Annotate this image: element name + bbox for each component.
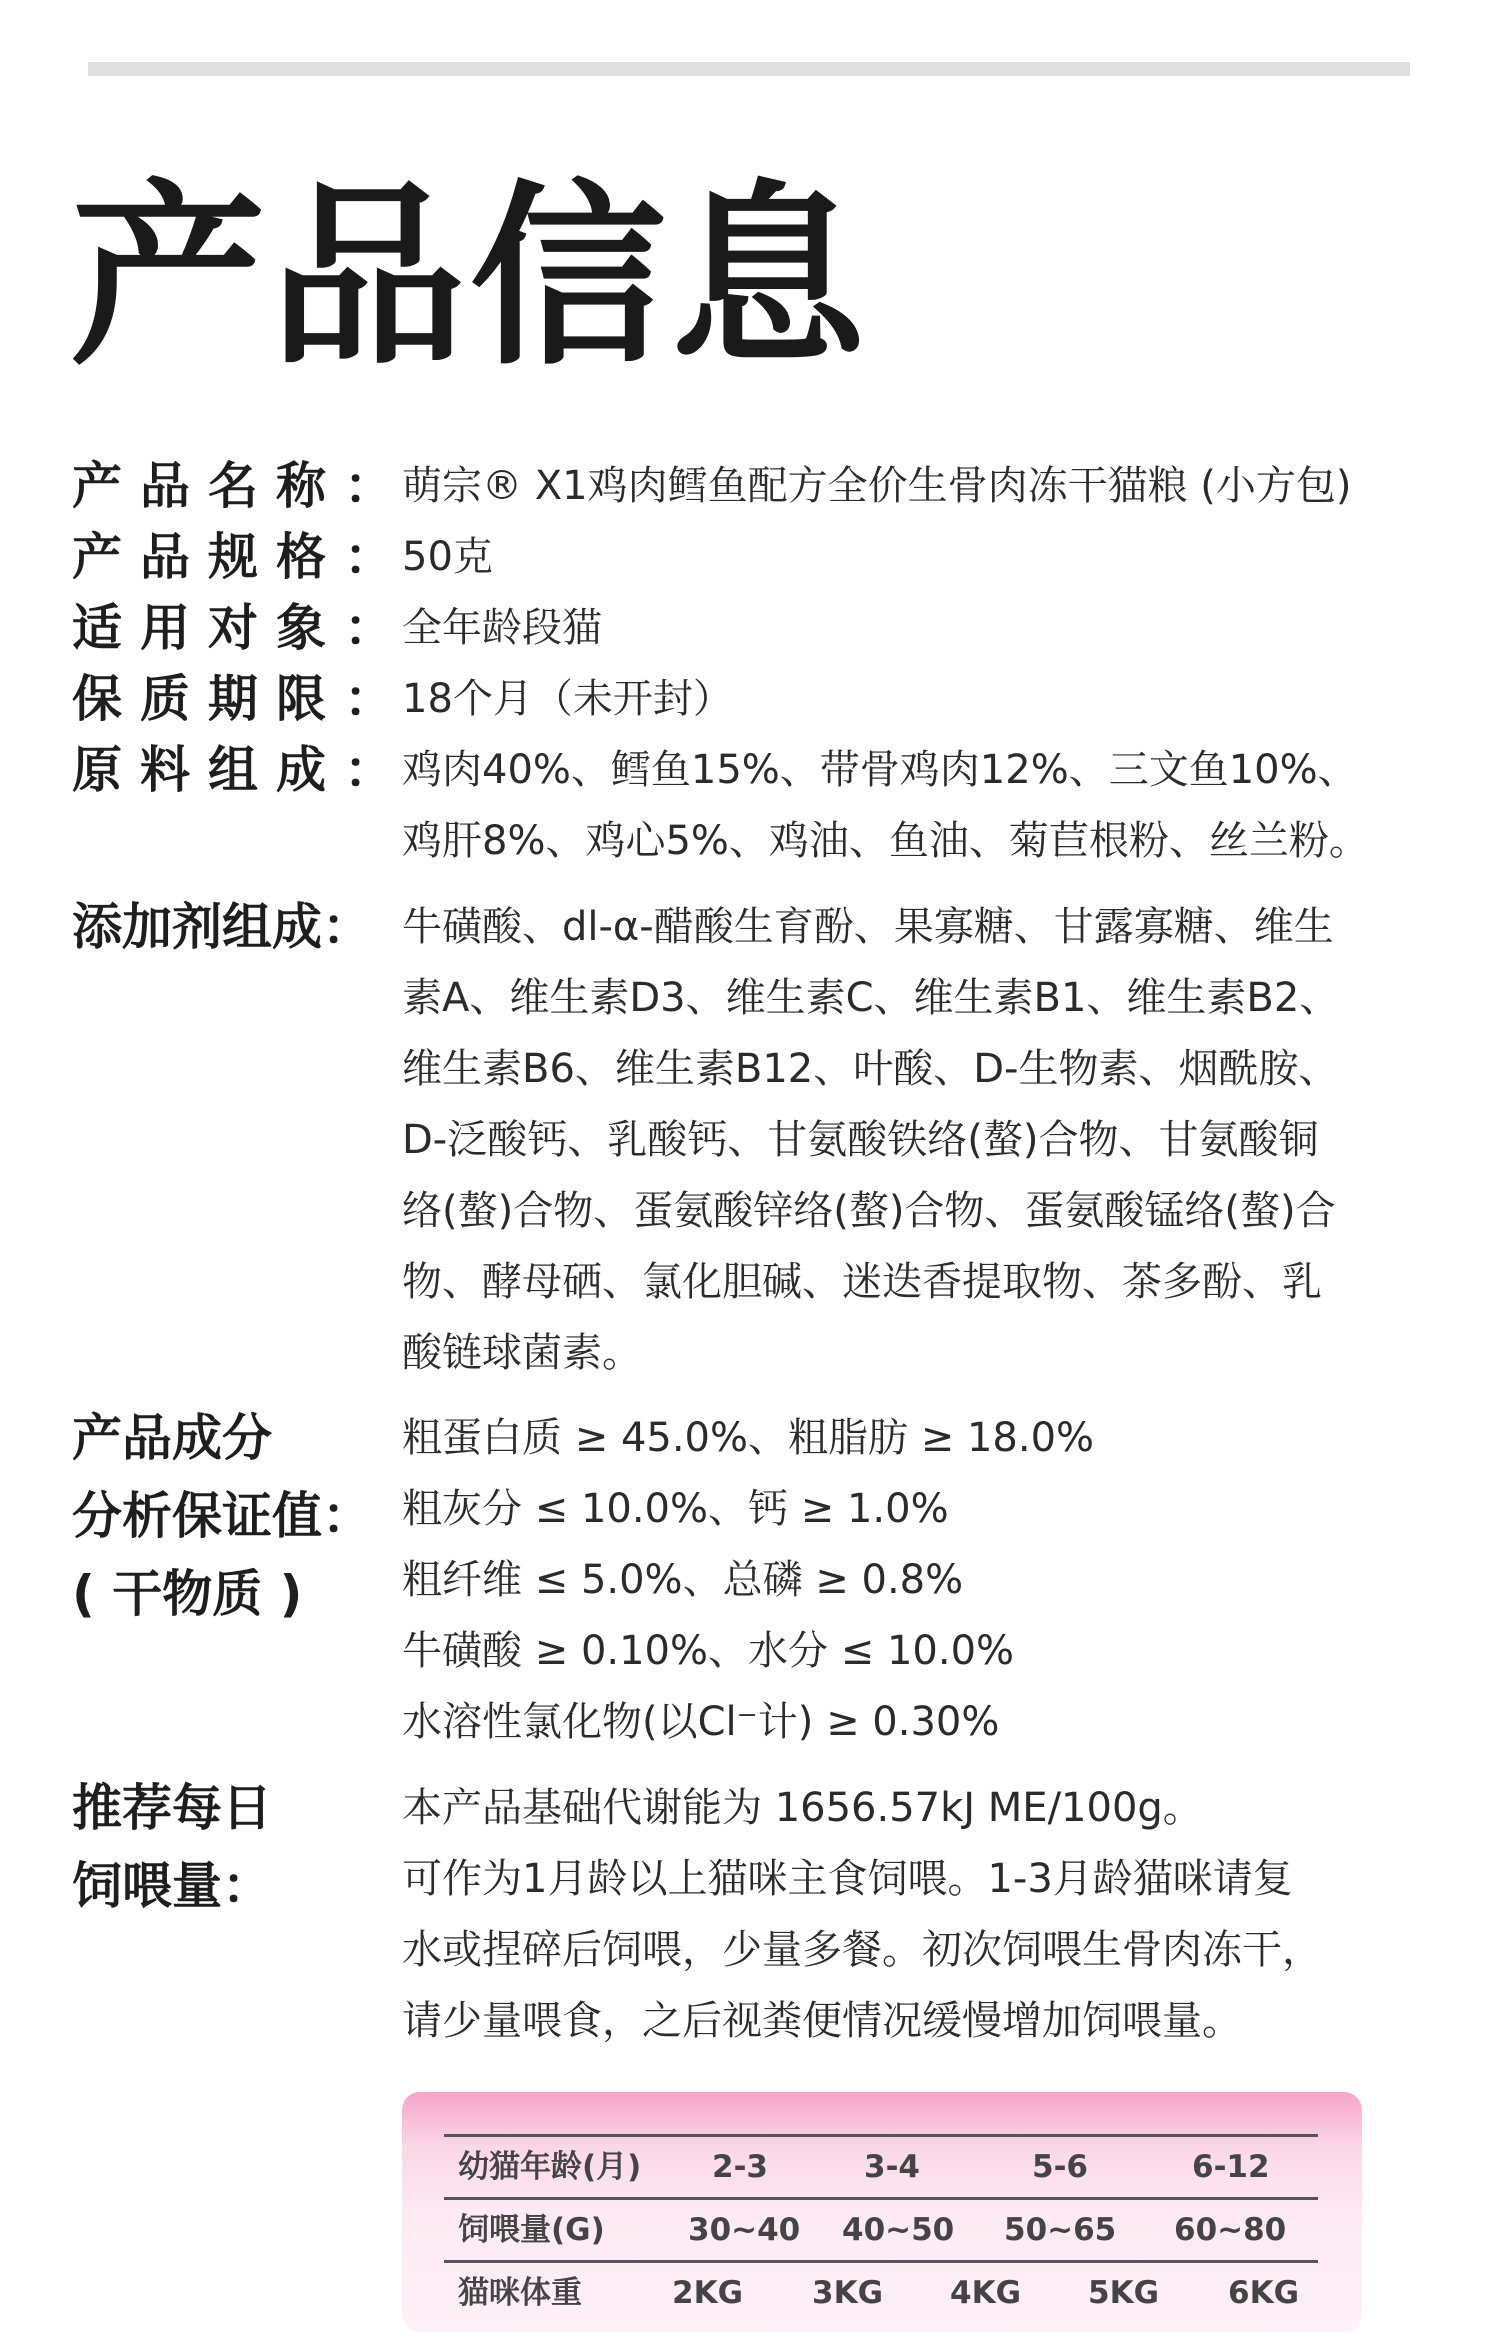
ingredients-value <box>402 735 1432 877</box>
analysis-line: 粗灰分 ≤ 10.0%、钙 ≥ 1.0% <box>402 1486 949 1532</box>
analysis-label-line: 产品成分 <box>72 1409 272 1467</box>
info-row-analysis <box>72 1403 1432 1758</box>
spec-value: 50克 <box>402 534 493 580</box>
feeding-value <box>402 1773 1432 2057</box>
page-title: 产品信息 <box>70 164 871 392</box>
info-row-additives <box>72 892 1432 1389</box>
shelf-life-value: 18个月（未开封） <box>402 676 733 722</box>
feeding-label-line: 饲喂量： <box>72 1857 272 1915</box>
weight-cell: 2KG <box>672 2275 744 2311</box>
additives-line: 络(螯)合物、蛋氨酸锌络(螯)合物、蛋氨酸锰络(螯)合 <box>402 1188 1336 1234</box>
feeding-label-line: 推荐每日 <box>72 1779 272 1837</box>
amount-cell: 50~65 <box>1004 2212 1117 2248</box>
additives-label: 添加剂组成： <box>72 898 372 956</box>
analysis-line: 粗纤维 ≤ 5.0%、总磷 ≥ 0.8% <box>402 1557 964 1603</box>
analysis-label-line: ( 干物质 ) <box>72 1565 303 1623</box>
target-value: 全年龄段猫 <box>402 605 602 651</box>
shelf-life-label: 保质期限： <box>72 670 412 728</box>
info-row-ingredients <box>72 735 1432 877</box>
additives-value <box>402 892 1432 1389</box>
additives-line: 维生素B6、维生素B12、叶酸、D-生物素、烟酰胺、 <box>402 1046 1339 1092</box>
weight-cell: 6KG <box>1228 2275 1300 2311</box>
info-row-shelf-life <box>72 664 1432 735</box>
weight-cell: 3KG <box>812 2275 884 2311</box>
feeding-table <box>402 2092 1362 2332</box>
info-row-feeding <box>72 1773 1432 2057</box>
name-value: 萌宗® X1鸡肉鳕鱼配方全价生骨肉冻干猫粮 (小方包) <box>402 463 1352 509</box>
spec-label: 产品规格： <box>72 528 412 586</box>
additives-line: 牛磺酸、dl-α-醋酸生育酚、果寡糖、甘露寡糖、维生 <box>402 904 1334 950</box>
info-row-target <box>72 593 1432 664</box>
age-cell: 5-6 <box>1032 2149 1089 2185</box>
weight-cell: 5KG <box>1088 2275 1160 2311</box>
ingredients-line: 鸡肝8%、鸡心5%、鸡油、鱼油、菊苣根粉、丝兰粉。 <box>402 818 1369 864</box>
amount-header: 饲喂量(G) <box>458 2212 605 2248</box>
ingredients-label: 原料组成： <box>72 741 412 799</box>
analysis-line: 粗蛋白质 ≥ 45.0%、粗脂肪 ≥ 18.0% <box>402 1415 1095 1461</box>
amount-cell: 30~40 <box>688 2212 801 2248</box>
ingredients-line: 鸡肉40%、鳕鱼15%、带骨鸡肉12%、三文鱼10%、 <box>402 747 1358 793</box>
amount-cell: 40~50 <box>842 2212 955 2248</box>
feeding-line: 请少量喂食，之后视粪便情况缓慢增加饲喂量。 <box>402 1998 1242 2044</box>
weight-header: 猫咪体重 <box>458 2275 582 2311</box>
age-header: 幼猫年龄(月) <box>458 2149 642 2185</box>
age-cell: 6-12 <box>1192 2149 1270 2185</box>
name-label: 产品名称： <box>72 457 412 515</box>
table-row-weight <box>444 2260 1318 2323</box>
analysis-line: 水溶性氯化物(以Cl⁻计) ≥ 0.30% <box>402 1699 1000 1745</box>
target-label: 适用对象： <box>72 599 412 657</box>
info-row-spec <box>72 522 1432 593</box>
feeding-line: 水或捏碎后饲喂，少量多餐。初次饲喂生骨肉冻干， <box>402 1927 1322 1973</box>
info-row-name <box>72 451 1432 522</box>
amount-cell: 60~80 <box>1174 2212 1287 2248</box>
analysis-label-line: 分析保证值： <box>72 1487 372 1545</box>
table-row-amount <box>444 2197 1318 2260</box>
age-cell: 2-3 <box>712 2149 769 2185</box>
feeding-line: 本产品基础代谢能为 1656.57kJ ME/100g。 <box>402 1785 1203 1831</box>
additives-line: 酸链球菌素。 <box>402 1330 642 1376</box>
additives-line: 物、酵母硒、氯化胆碱、迷迭香提取物、茶多酚、乳 <box>402 1259 1322 1305</box>
analysis-value <box>402 1403 1432 1758</box>
feeding-line: 可作为1月龄以上猫咪主食饲喂。1-3月龄猫咪请复 <box>402 1856 1293 1902</box>
additives-line: D-泛酸钙、乳酸钙、甘氨酸铁络(螯)合物、甘氨酸铜 <box>402 1117 1319 1163</box>
weight-cell: 4KG <box>950 2275 1022 2311</box>
age-cell: 3-4 <box>864 2149 921 2185</box>
analysis-line: 牛磺酸 ≥ 0.10%、水分 ≤ 10.0% <box>402 1628 1015 1674</box>
table-row-age <box>444 2134 1318 2197</box>
top-divider <box>88 62 1410 76</box>
additives-line: 素A、维生素D3、维生素C、维生素B1、维生素B2、 <box>402 975 1340 1021</box>
